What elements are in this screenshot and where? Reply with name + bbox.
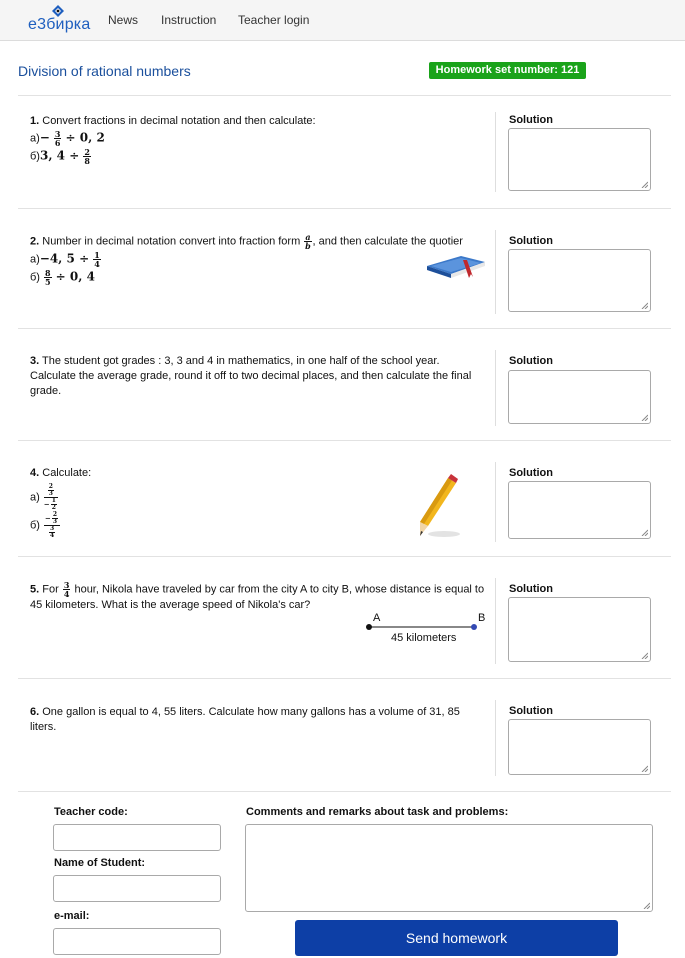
resize-grip-icon[interactable]: [641, 765, 648, 772]
book-icon: [425, 252, 487, 280]
nav-teacher-login-link[interactable]: Teacher login: [238, 13, 310, 27]
teacher-code-label: Teacher code:: [54, 806, 128, 818]
part-b-label: б): [30, 150, 40, 163]
problem-statement: , and then calculate the quotier: [312, 235, 463, 248]
part-b-label: б): [30, 271, 40, 284]
fraction: $\frac{8}{5}$: [45, 268, 51, 287]
distance-label: 45 kilometers: [391, 632, 457, 644]
fraction: $\frac{3}{6}$: [54, 129, 61, 148]
point-b-label: B: [478, 612, 486, 624]
email-label: e-mail:: [54, 910, 90, 922]
top-navbar: [0, 0, 685, 41]
problem-3: [30, 354, 480, 399]
solution-2-textarea[interactable]: [508, 249, 651, 312]
brand-logo[interactable]: [28, 5, 92, 35]
solution-label: Solution: [509, 235, 553, 247]
fraction: $\frac{3}{4}$: [63, 580, 70, 599]
nav-news-link[interactable]: News: [108, 13, 139, 27]
fraction: $\frac{a}{b}$: [305, 232, 311, 251]
part-a-label: а): [30, 253, 40, 266]
problem-statement: For: [42, 583, 59, 596]
comments-textarea[interactable]: [245, 824, 653, 912]
problem-statement: hour, Nikola have traveled by car from the city A to city B, whose distance is equal to 45 kilometers. What is the average speed of Nikola's car?: [30, 583, 485, 611]
part-a-label: а): [30, 491, 40, 504]
brand-name: е3бирка: [28, 16, 91, 33]
homework-set-badge: Homework set number: 121: [429, 62, 586, 79]
solution-label: Solution: [509, 355, 553, 367]
column-divider: [495, 578, 496, 664]
problem-statement: One gallon is equal to 4, 55 liters. Calculate how many gallons has a volume of 31, 85 liters.: [30, 706, 460, 733]
solution-label: Solution: [509, 583, 553, 595]
solution-label: Solution: [509, 114, 553, 126]
solution-4-textarea[interactable]: [508, 481, 651, 539]
fraction: $\frac{2}{8}$: [84, 147, 90, 166]
problem-statement: The student got grades : 3, 3 and 4 in mathematics, in one half of the school year. Calculate the average grade, round it off to two decimal places, and then calculate the final grade.: [30, 355, 472, 397]
complex-fraction: $\frac{2}{3}$ − $\frac{1}{2}$: [43, 483, 56, 511]
resize-grip-icon[interactable]: [641, 181, 648, 188]
email-input[interactable]: [53, 928, 221, 955]
minus-sign: −: [39, 130, 50, 145]
divider: [18, 328, 671, 329]
comments-label: Comments and remarks about task and problems:: [246, 806, 509, 818]
student-name-label: Name of Student:: [54, 857, 146, 869]
resize-grip-icon[interactable]: [641, 302, 648, 309]
resize-grip-icon[interactable]: [641, 529, 648, 536]
fraction: $\frac{1}{4}$: [94, 250, 100, 269]
divider: [18, 556, 671, 557]
part-a-label: а): [30, 132, 40, 145]
problem-number: 5.: [30, 583, 40, 596]
part-b-label: б): [30, 519, 40, 532]
solution-label: Solution: [509, 705, 553, 717]
column-divider: [495, 462, 496, 542]
solution-5-textarea[interactable]: [508, 597, 651, 662]
student-name-input[interactable]: [53, 875, 221, 902]
point-a-label: A: [373, 612, 381, 624]
resize-grip-icon[interactable]: [641, 652, 648, 659]
resize-grip-icon[interactable]: [643, 902, 650, 909]
solution-label: Solution: [509, 467, 553, 479]
problem-5: [30, 581, 490, 613]
solution-3-textarea[interactable]: [508, 370, 651, 424]
column-divider: [495, 700, 496, 776]
problem-number: 6.: [30, 706, 40, 718]
divider: [18, 208, 671, 209]
divider: [18, 95, 671, 96]
divider: [18, 791, 671, 792]
column-divider: [495, 112, 496, 192]
pencil-icon: [414, 474, 462, 540]
problem-number: 2.: [30, 235, 40, 248]
teacher-code-input[interactable]: [53, 824, 221, 851]
problem-number: 4.: [30, 467, 40, 479]
problem-statement: Number in decimal notation convert into fraction form: [42, 235, 301, 248]
resize-grip-icon[interactable]: [641, 414, 648, 421]
nav-instruction-link[interactable]: Instruction: [161, 13, 217, 27]
expression: −4, 5 ÷: [39, 251, 90, 266]
page-title: Division of rational numbers: [18, 63, 191, 79]
divider: [18, 440, 671, 441]
expression: ÷ 0, 4: [55, 269, 95, 284]
complex-fraction: − $\frac{2}{3}$ $\frac{3}{4}$: [44, 512, 60, 539]
problem-statement: Convert fractions in decimal notation and then calculate:: [42, 115, 316, 127]
problem-number: 3.: [30, 355, 40, 367]
problem-number: 1.: [30, 115, 40, 127]
solution-6-textarea[interactable]: [508, 719, 651, 775]
expression: ÷ 0, 2: [65, 130, 105, 145]
expression: 3, 4 ÷: [39, 148, 80, 163]
column-divider: [495, 350, 496, 426]
problem-1: [30, 114, 490, 165]
send-homework-button[interactable]: Send homework: [295, 920, 618, 956]
problem-6: [30, 705, 460, 735]
problem-statement: Calculate:: [42, 467, 92, 479]
divider: [18, 678, 671, 679]
solution-1-textarea[interactable]: [508, 128, 651, 191]
